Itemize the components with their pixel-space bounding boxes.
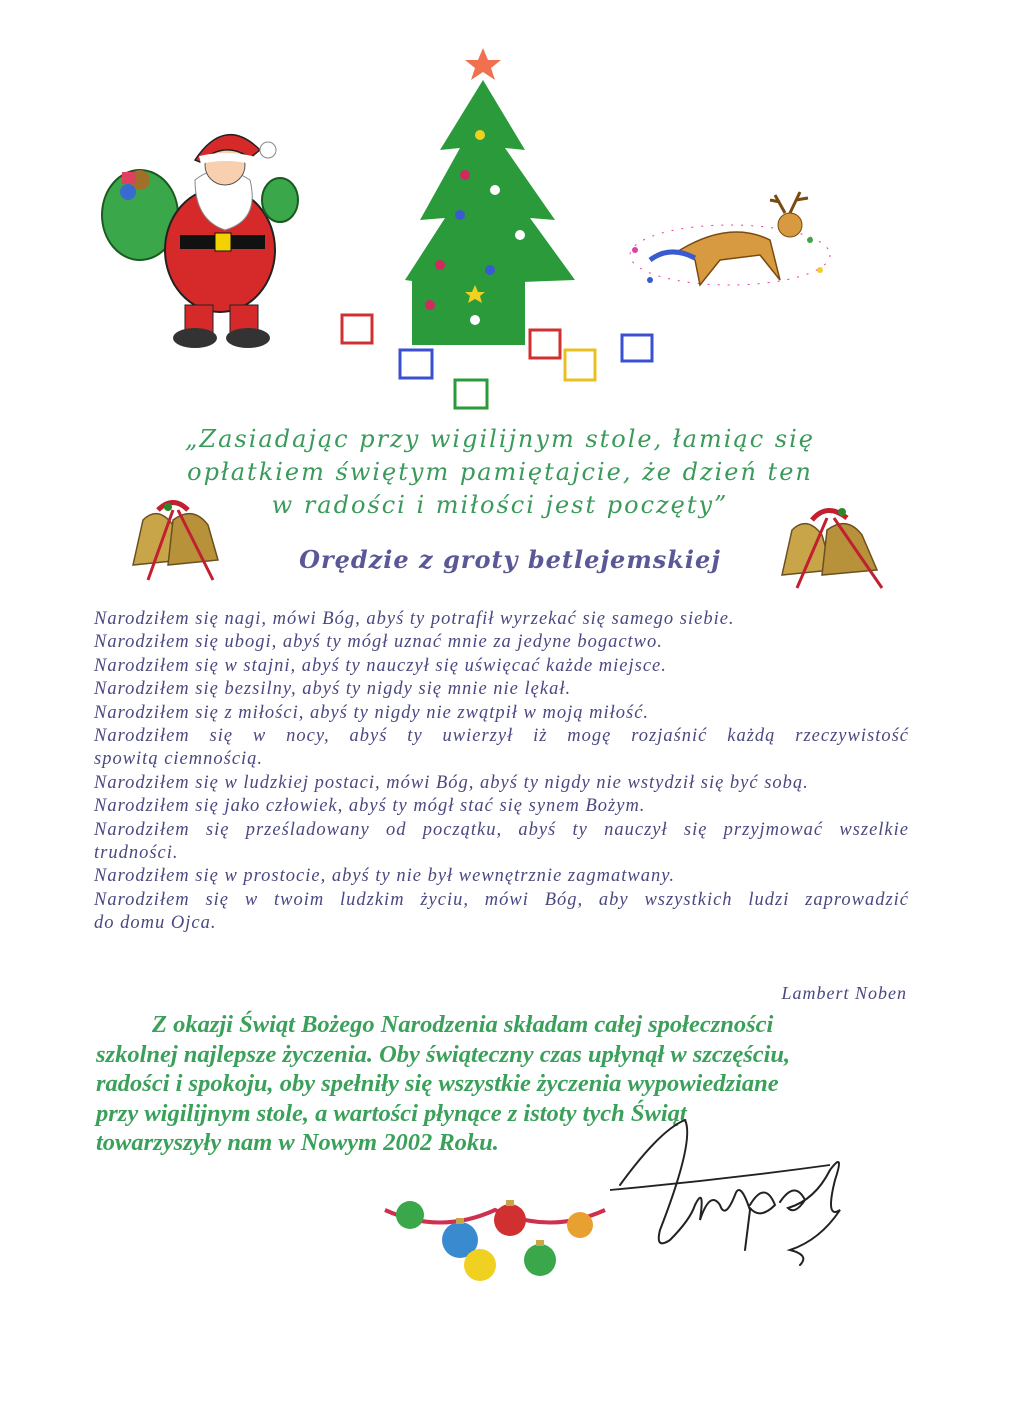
poem-line: Narodziłem się w twoim ludzkim życiu, mówi Bóg, aby wszystkich ludzi zaprowadzić xyxy=(94,889,909,910)
quote-line: „Zasiadając przy wigilijnym stole, łamiąc się xyxy=(185,425,815,453)
quote-line: w radości i miłości jest poczęty” xyxy=(271,491,729,519)
poem-line: Narodziłem się prześladowany od początku, abyś ty nauczył się przyjmować wszelkie xyxy=(94,819,909,840)
poem-line: Narodziłem się w ludzkiej postaci, mówi Bóg, abyś ty nigdy nie wstydził się być sobą. xyxy=(94,772,809,793)
poem-line: Narodziłem się z miłości, abyś ty nigdy nie zwątpił w moją miłość. xyxy=(94,702,650,723)
poem-block xyxy=(94,608,909,936)
quote-line: opłatkiem świętym pamiętajcie, że dzień ten xyxy=(187,458,813,486)
greeting-line: radości i spokoju, oby spełniły się wszystkie życzenia wypowiedziane xyxy=(96,1070,779,1097)
poem-line: Narodziłem się nagi, mówi Bóg, abyś ty potrafił wyrzekać się samego siebie. xyxy=(94,609,735,629)
poem-author: Lambert Noben xyxy=(781,983,907,1003)
reindeer-illustration xyxy=(620,180,840,310)
santa-illustration xyxy=(100,120,320,350)
greeting-line: przy wigilijnym stole, a wartości płynące z istoty tych Świąt xyxy=(96,1099,687,1127)
poem-line: Narodziłem się w stajni, abyś ty nauczył się uświęcać każde miejsce. xyxy=(94,655,667,676)
poem-line: Narodziłem się ubogi, abyś ty mógł uznać mnie za jedyne bogactwo. xyxy=(94,632,663,653)
poem-line: Narodziłem się bezsilny, abyś ty nigdy się mnie nie lękał. xyxy=(94,679,572,700)
poem-line: trudności. xyxy=(94,843,179,864)
greeting-line: szkolnej najlepsze życzenia. Oby świąteczny czas upłynął w szczęściu, xyxy=(96,1040,791,1068)
quote-block xyxy=(150,423,850,522)
handwritten-signature xyxy=(600,1110,860,1270)
ornament-garland-illustration xyxy=(380,1180,610,1290)
page-title: Orędzie z groty betlejemskiej xyxy=(299,545,721,574)
greeting-line: Z okazji Świąt Bożego Narodzenia składam całej społeczności xyxy=(152,1011,774,1038)
poem-line: spowitą ciemnością. xyxy=(94,749,264,770)
poem-line: Narodziłem się w nocy, abyś ty uwierzył iż mogę rozjaśnić każdą rzeczywistość xyxy=(94,726,909,747)
greeting-line: towarzyszyły nam w Nowym 2002 Roku. xyxy=(96,1129,499,1156)
poem-line: Narodziłem się w prostocie, abyś ty nie był wewnętrznie zagmatwany. xyxy=(94,866,676,887)
poem-line: Narodziłem się jako człowiek, abyś ty mógł stać się synem Bożym. xyxy=(94,796,646,817)
poem-line: do domu Ojca. xyxy=(94,913,217,934)
